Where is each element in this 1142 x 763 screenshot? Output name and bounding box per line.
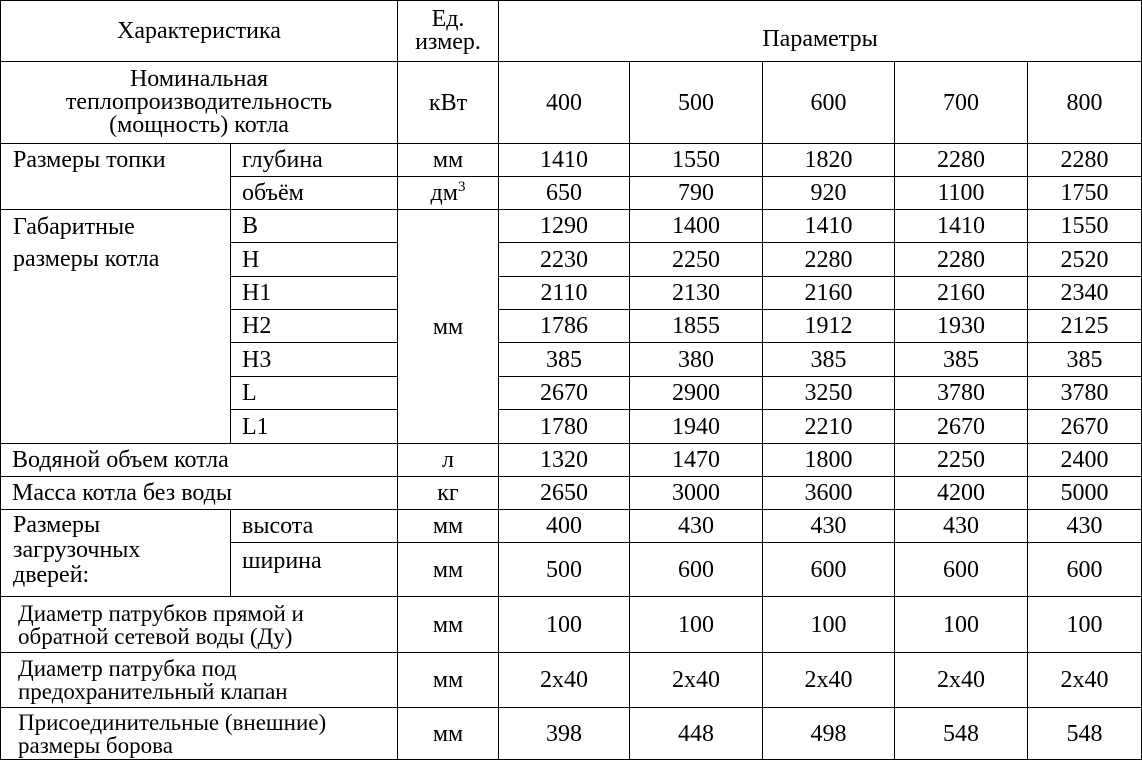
overall-b-value-2: 1400 <box>630 210 763 243</box>
overall-h3-value-4: 385 <box>895 343 1028 377</box>
overall-h3-value-5: 385 <box>1028 343 1142 377</box>
doors-width-value-2: 600 <box>630 543 763 597</box>
overall-l-value-4: 3780 <box>895 377 1028 410</box>
header-characteristic: Характеристика <box>1 1 398 62</box>
flue-value-5: 548 <box>1028 708 1142 760</box>
doors-height-value-4: 430 <box>895 510 1028 543</box>
doors-label-line3: дверей: <box>13 562 90 589</box>
overall-h2-value-5: 2125 <box>1028 310 1142 343</box>
overall-l1-value-4: 2670 <box>895 410 1028 444</box>
mass-unit: кг <box>398 477 499 510</box>
furnace-volume-value-4: 1100 <box>895 177 1028 210</box>
pipes-value-4: 100 <box>895 597 1028 653</box>
flue-value-2: 448 <box>630 708 763 760</box>
overall-l-value-2: 2900 <box>630 377 763 410</box>
row-valve <box>1 653 1142 708</box>
doors-label-line2: загрузочных <box>13 537 141 564</box>
pipes-value-1: 100 <box>499 597 630 653</box>
header-row <box>1 1 1142 62</box>
header-unit-line1: Ед. <box>431 6 465 33</box>
overall-sub-h3: H3 <box>231 343 398 377</box>
mass-value-2: 3000 <box>630 477 763 510</box>
mass-value-5: 5000 <box>1028 477 1142 510</box>
row-water-volume <box>1 444 1142 477</box>
power-value-1: 400 <box>499 62 630 144</box>
overall-label-line1: Габаритные <box>13 214 135 240</box>
valve-value-2: 2x40 <box>630 653 763 708</box>
valve-value-5: 2x40 <box>1028 653 1142 708</box>
overall-h-value-4: 2280 <box>895 243 1028 277</box>
doors-width-value-1: 500 <box>499 543 630 597</box>
row-flue <box>1 708 1142 760</box>
overall-h1-value-4: 2160 <box>895 277 1028 310</box>
overall-h3-value-3: 385 <box>763 343 895 377</box>
flue-label-line1: Присоединительные (внешние) <box>18 709 327 735</box>
doors-height-value-1: 400 <box>499 510 630 543</box>
pipes-value-5: 100 <box>1028 597 1142 653</box>
flue-value-4: 548 <box>895 708 1028 760</box>
overall-label <box>1 210 231 444</box>
doors-width-unit: мм <box>398 543 499 597</box>
pipes-value-2: 100 <box>630 597 763 653</box>
overall-b-value-1: 1290 <box>499 210 630 243</box>
row-pipes <box>1 597 1142 653</box>
doors-height-sub: высота <box>231 510 398 543</box>
mass-value-4: 4200 <box>895 477 1028 510</box>
water-volume-value-4: 2250 <box>895 444 1028 477</box>
overall-unit: мм <box>398 210 499 444</box>
flue-label-line2: размеры борова <box>18 732 173 758</box>
water-volume-value-1: 1320 <box>499 444 630 477</box>
water-volume-value-5: 2400 <box>1028 444 1142 477</box>
overall-h3-value-1: 385 <box>499 343 630 377</box>
overall-h-value-3: 2280 <box>763 243 895 277</box>
power-value-2: 500 <box>630 62 763 144</box>
furnace-volume-value-2: 790 <box>630 177 763 210</box>
water-volume-value-2: 1470 <box>630 444 763 477</box>
furnace-depth-value-1: 1410 <box>499 144 630 177</box>
mass-value-1: 2650 <box>499 477 630 510</box>
valve-value-3: 2x40 <box>763 653 895 708</box>
overall-h1-value-1: 2110 <box>499 277 630 310</box>
water-volume-value-3: 1800 <box>763 444 895 477</box>
overall-h-value-1: 2230 <box>499 243 630 277</box>
mass-label: Масса котла без воды <box>1 477 398 510</box>
header-parameters: Параметры <box>499 1 1142 62</box>
flue-label <box>1 708 398 760</box>
doors-label-line1: Размеры <box>13 512 101 538</box>
furnace-volume-value-5: 1750 <box>1028 177 1142 210</box>
overall-l-value-5: 3780 <box>1028 377 1142 410</box>
overall-sub-h2: H2 <box>231 310 398 343</box>
power-label-line3: (мощность) котла <box>109 112 289 139</box>
header-unit <box>398 1 499 62</box>
valve-label <box>1 653 398 708</box>
power-value-5: 800 <box>1028 62 1142 144</box>
overall-h1-value-5: 2340 <box>1028 277 1142 310</box>
doors-height-value-3: 430 <box>763 510 895 543</box>
overall-sub-h: H <box>231 243 398 277</box>
overall-l-value-3: 3250 <box>763 377 895 410</box>
overall-l1-value-1: 1780 <box>499 410 630 444</box>
furnace-volume-unit <box>398 177 499 210</box>
pipes-value-3: 100 <box>763 597 895 653</box>
power-label <box>1 62 398 144</box>
overall-l-value-1: 2670 <box>499 377 630 410</box>
doors-width-value-4: 600 <box>895 543 1028 597</box>
power-value-3: 600 <box>763 62 895 144</box>
furnace-depth-value-5: 2280 <box>1028 144 1142 177</box>
overall-sub-b: B <box>231 210 398 243</box>
valve-label-line1: Диаметр патрубка под <box>18 656 237 681</box>
row-power <box>1 62 1142 144</box>
doors-width-value-5: 600 <box>1028 543 1142 597</box>
flue-value-1: 398 <box>499 708 630 760</box>
pipes-label-line2: обратной сетевой воды (Ду) <box>18 623 293 649</box>
furnace-volume-value-3: 920 <box>763 177 895 210</box>
doors-width-value-3: 600 <box>763 543 895 597</box>
power-label-line1: Номинальная <box>129 65 269 92</box>
overall-h1-value-2: 2130 <box>630 277 763 310</box>
overall-b-value-3: 1410 <box>763 210 895 243</box>
furnace-volume-value-1: 650 <box>499 177 630 210</box>
overall-l1-value-5: 2670 <box>1028 410 1142 444</box>
overall-l1-value-2: 1940 <box>630 410 763 444</box>
overall-h-value-2: 2250 <box>630 243 763 277</box>
doors-height-value-2: 430 <box>630 510 763 543</box>
overall-h2-value-4: 1930 <box>895 310 1028 343</box>
valve-label-line2: предохранительный клапан <box>18 679 288 704</box>
furnace-depth-value-3: 1820 <box>763 144 895 177</box>
row-doors-height <box>1 510 1142 543</box>
doors-height-value-5: 430 <box>1028 510 1142 543</box>
overall-sub-l: L <box>231 377 398 410</box>
power-unit: кВт <box>398 62 499 144</box>
valve-value-1: 2x40 <box>499 653 630 708</box>
overall-h2-value-3: 1912 <box>763 310 895 343</box>
overall-sub-h1: H1 <box>231 277 398 310</box>
header-unit-line2: измер. <box>415 29 481 55</box>
furnace-depth-value-4: 2280 <box>895 144 1028 177</box>
pipes-label-line1: Диаметр патрубков прямой и <box>18 600 304 626</box>
water-volume-unit: л <box>398 444 499 477</box>
overall-h-value-5: 2520 <box>1028 243 1142 277</box>
overall-l1-value-3: 2210 <box>763 410 895 444</box>
power-label-line2: теплопроизводительность <box>65 88 333 115</box>
overall-h3-value-2: 380 <box>630 343 763 377</box>
furnace-depth-unit: мм <box>398 144 499 177</box>
furnace-label: Размеры топки <box>1 144 231 210</box>
power-value-4: 700 <box>895 62 1028 144</box>
mass-value-3: 3600 <box>763 477 895 510</box>
pipes-unit: мм <box>398 597 499 653</box>
row-overall-b <box>1 210 1142 243</box>
overall-h1-value-3: 2160 <box>763 277 895 310</box>
valve-unit: мм <box>398 653 499 708</box>
furnace-depth-sub: глубина <box>231 144 398 177</box>
overall-b-value-4: 1410 <box>895 210 1028 243</box>
overall-b-value-5: 1550 <box>1028 210 1142 243</box>
furnace-volume-unit-sup: 3 <box>457 179 466 195</box>
overall-label-line2: размеры котла <box>13 245 160 272</box>
doors-label <box>1 510 231 597</box>
furnace-volume-sub: объём <box>231 177 398 210</box>
overall-h2-value-1: 1786 <box>499 310 630 343</box>
valve-value-4: 2x40 <box>895 653 1028 708</box>
doors-height-unit: мм <box>398 510 499 543</box>
row-furnace-depth <box>1 144 1142 177</box>
overall-h2-value-2: 1855 <box>630 310 763 343</box>
furnace-volume-unit-base: дм <box>430 180 458 206</box>
pipes-label <box>1 597 398 653</box>
row-mass <box>1 477 1142 510</box>
doors-width-sub: ширина <box>231 543 398 597</box>
overall-sub-l1: L1 <box>231 410 398 444</box>
furnace-depth-value-2: 1550 <box>630 144 763 177</box>
flue-value-3: 498 <box>763 708 895 760</box>
flue-unit: мм <box>398 708 499 760</box>
water-volume-label: Водяной объем котла <box>1 444 398 477</box>
